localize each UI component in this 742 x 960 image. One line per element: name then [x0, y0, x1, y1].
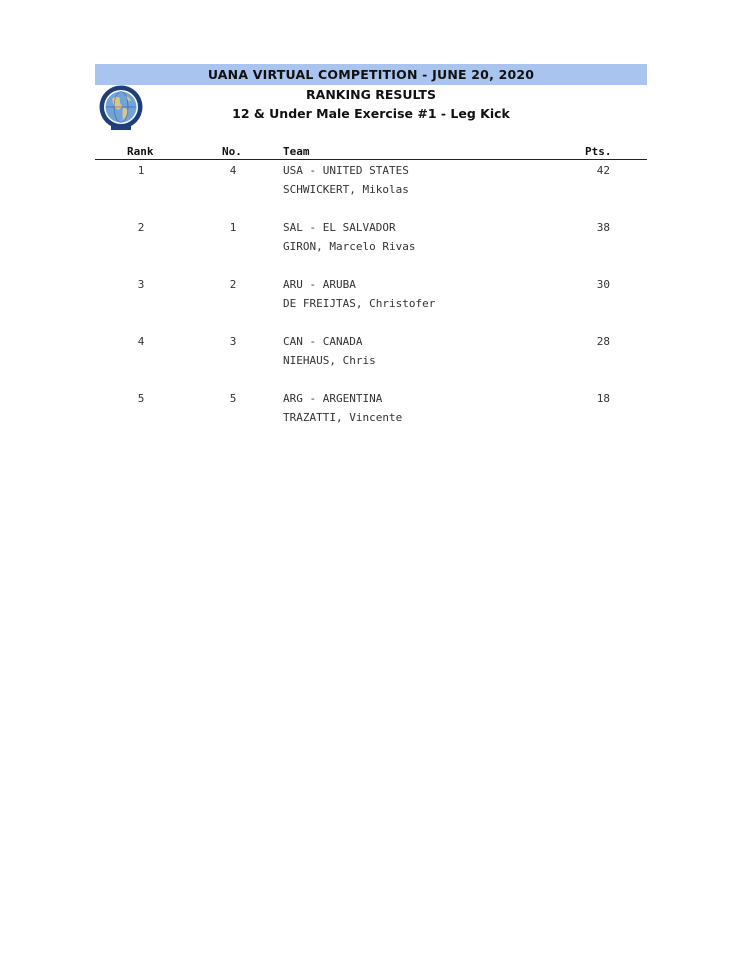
number-cell: 4: [229, 164, 237, 177]
athlete-cell: DE FREIJTAS, Christofer: [283, 297, 436, 310]
points-cell: 38: [596, 221, 610, 234]
rank-cell: 1: [137, 164, 145, 177]
points-cell: 28: [596, 335, 610, 348]
athlete-cell: SCHWICKERT, Mikolas: [283, 183, 409, 196]
header-divider: [95, 159, 647, 160]
rank-cell: 5: [137, 392, 145, 405]
table-row: [0, 332, 742, 388]
number-cell: 5: [229, 392, 237, 405]
number-cell: 3: [229, 335, 237, 348]
ranking-results-heading: RANKING RESULTS: [306, 87, 436, 102]
rank-cell: 3: [137, 278, 145, 291]
athlete-cell: NIEHAUS, Chris: [283, 354, 376, 367]
team-cell: SAL - EL SALVADOR: [283, 221, 396, 234]
team-cell: USA - UNITED STATES: [283, 164, 409, 177]
rank-cell: 4: [137, 335, 145, 348]
team-cell: ARG - ARGENTINA: [283, 392, 383, 405]
column-header-pts: Pts.: [585, 145, 612, 158]
column-header-no: No.: [222, 145, 242, 158]
table-row: [0, 161, 742, 217]
team-cell: CAN - CANADA: [283, 335, 363, 348]
number-cell: 1: [229, 221, 237, 234]
column-header-team: Team: [283, 145, 310, 158]
points-cell: 42: [596, 164, 610, 177]
column-header-rank: Rank: [127, 145, 154, 158]
number-cell: 2: [229, 278, 237, 291]
competition-title-banner: UANA VIRTUAL COMPETITION - JUNE 20, 2020: [95, 64, 647, 85]
team-cell: ARU - ARUBA: [283, 278, 356, 291]
table-row: [0, 389, 742, 445]
table-row: [0, 275, 742, 331]
athlete-cell: GIRON, Marcelo Rivas: [283, 240, 416, 253]
points-cell: 30: [596, 278, 610, 291]
rank-cell: 2: [137, 221, 145, 234]
athlete-cell: TRAZATTI, Vincente: [283, 411, 403, 424]
table-row: [0, 218, 742, 274]
points-cell: 18: [596, 392, 610, 405]
event-name-heading: 12 & Under Male Exercise #1 - Leg Kick: [232, 106, 510, 121]
